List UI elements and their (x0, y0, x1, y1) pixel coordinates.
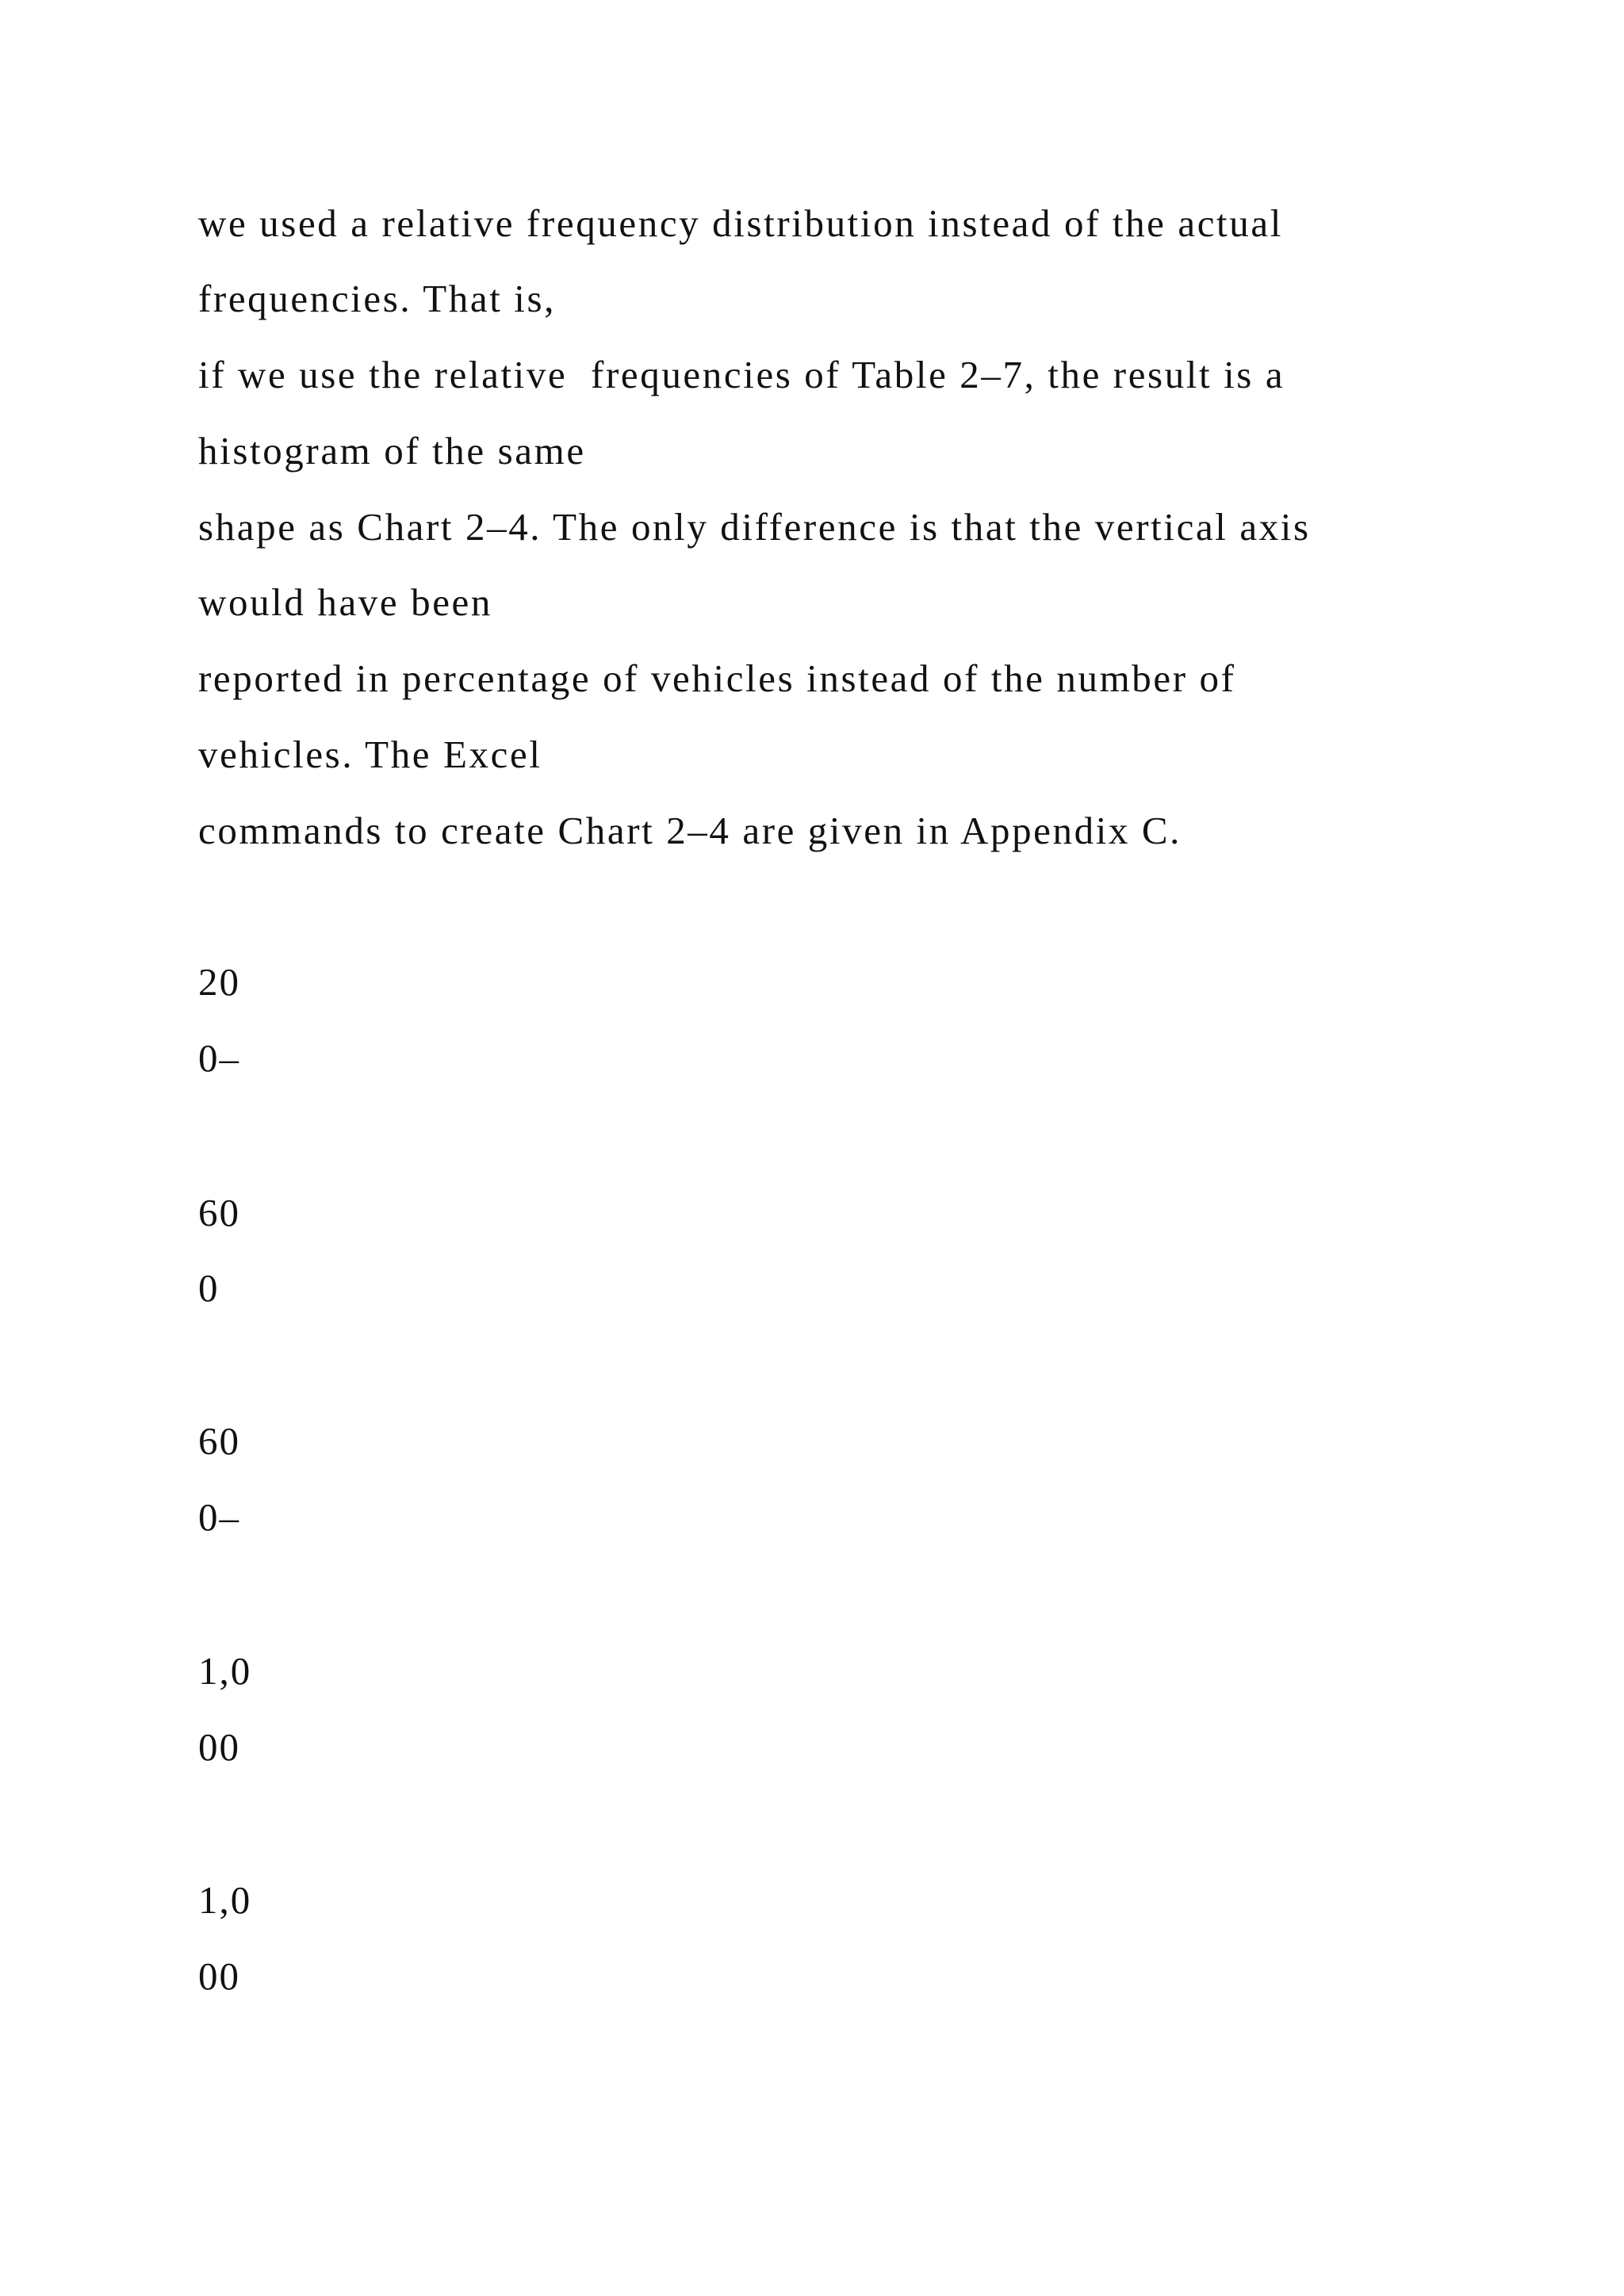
fragment-text: 00 (198, 1725, 240, 1769)
fragment-text: 1,0 (198, 1878, 252, 1922)
fragment-text: 00 (198, 1954, 240, 1998)
paragraph-line: vehicles. The Excel (198, 733, 542, 776)
paragraph-line: reported in percentage of vehicles instead of the number of (198, 656, 1236, 700)
paragraph-line: if we use the relative frequencies of Table 2–7, the result is a (198, 353, 1285, 396)
paragraph-line: frequencies. That is, (198, 277, 557, 320)
fragment-text: 0– (198, 1495, 240, 1539)
fragment-text: 1,0 (198, 1649, 252, 1693)
paragraph-line: would have been (198, 580, 492, 624)
fragment-text: 60 (198, 1191, 240, 1234)
paragraph-line: commands to create Chart 2–4 are given in Appendix C. (198, 809, 1182, 852)
fragment-text: 0– (198, 1036, 240, 1080)
fragment-text: 60 (198, 1419, 240, 1463)
fragment-text: 20 (198, 960, 240, 1004)
fragment-text: 0 (198, 1266, 220, 1310)
paragraph-line: we used a relative frequency distribution instead of the actual (198, 201, 1283, 245)
paragraph-line: shape as Chart 2–4. The only difference is that the vertical axis (198, 505, 1311, 549)
paragraph-line: histogram of the same (198, 429, 586, 473)
